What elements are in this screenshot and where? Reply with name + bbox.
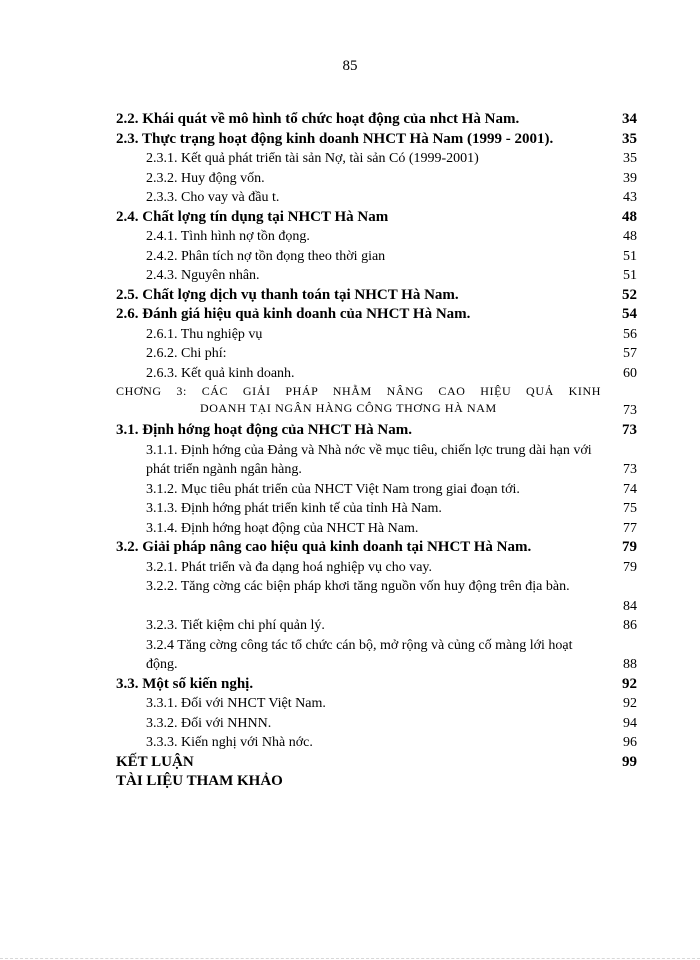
toc-entry-page: 74	[623, 481, 637, 497]
toc-entry-3-3-1[interactable]	[0, 694, 700, 714]
toc-entry-title: 3.3.3. Kiến nghị với Nhà nớc.	[146, 735, 313, 750]
toc-entry-title: 3.3.1. Đối với NHCT Việt Nam.	[146, 696, 326, 711]
toc-entry-2-4-3[interactable]	[0, 266, 700, 286]
toc-entry-title: 2.4.1. Tình hình nợ tồn đọng.	[146, 229, 310, 244]
toc-entry-page: 48	[623, 229, 637, 244]
chapter-page-number: 73	[623, 403, 637, 418]
toc-entry-page: 57	[623, 346, 637, 361]
toc-entry-page: 79	[622, 539, 637, 555]
toc-entry-title: 2.4.3. Nguyên nhân.	[146, 268, 260, 283]
toc-entry-title: 3.3.2. Đối với NHNN.	[146, 715, 272, 731]
toc-entry-2-6-3[interactable]	[0, 364, 700, 384]
toc-entry-title: 3.2.1. Phát triển và đa dạng hoá nghiệp vụ cho vay.	[146, 559, 433, 575]
toc-entry-3-2-2[interactable]	[0, 577, 700, 616]
toc-entry-title: 3.3. Một số kiến nghị.	[116, 675, 254, 692]
toc-entry-3-1-3[interactable]	[0, 499, 700, 519]
toc-entry-page: 56	[623, 326, 637, 342]
toc-entry-3-1-4[interactable]	[0, 519, 700, 539]
toc-entry-3-3-3[interactable]	[0, 733, 700, 753]
toc-entry-tai-lieu[interactable]	[0, 772, 700, 792]
toc-entry-2-4[interactable]	[0, 208, 700, 228]
toc-entry-title: 2.6. Đánh giá hiệu quả kinh doanh của NHCT Hà Nam.	[116, 306, 471, 322]
toc-entry-page: 39	[623, 170, 637, 186]
toc-section-chapter2	[0, 110, 700, 383]
toc-entry-title: 3.2. Giải pháp nâng cao hiệu quả kinh doanh tại NHCT Hà Nam.	[116, 539, 532, 555]
toc-entry-page: 35	[622, 130, 637, 147]
toc-entry-title: KẾT LUẬN	[116, 753, 194, 770]
toc-entry-2-6[interactable]	[0, 305, 700, 325]
page-bottom-divider	[0, 958, 700, 959]
toc-entry-3-1-2[interactable]	[0, 480, 700, 500]
toc-entry-ket-luan[interactable]	[0, 753, 700, 773]
toc-entry-3-2[interactable]	[0, 538, 700, 558]
toc-entry-2-4-1[interactable]	[0, 227, 700, 247]
toc-entry-title: 3.2.3. Tiết kiệm chi phí quản lý.	[146, 618, 325, 633]
toc-entry-2-2[interactable]	[0, 110, 700, 130]
toc-entry-2-6-2[interactable]	[0, 344, 700, 364]
toc-entry-title: 3.1.3. Định hớng phát triển kinh tế của tỉnh Hà Nam.	[146, 501, 442, 516]
table-of-contents	[0, 110, 700, 792]
toc-entry-3-2-1[interactable]	[0, 558, 700, 578]
toc-entry-page: 60	[623, 365, 637, 381]
toc-entry-title: 2.6.1. Thu nghiệp vụ	[146, 326, 263, 342]
toc-entry-page: 54	[622, 306, 637, 322]
toc-entry-page: 73	[623, 462, 637, 477]
toc-entry-title: 2.6.3. Kết quả kinh doanh.	[146, 365, 295, 381]
toc-entry-title: 2.3.1. Kết quả phát triển tài sản Nợ, tài sản Có (1999-2001)	[146, 151, 479, 166]
toc-entry-page: 86	[623, 618, 637, 633]
toc-entry-2-3-2[interactable]	[0, 169, 700, 189]
toc-entry-page: 34	[622, 111, 637, 127]
toc-entry-title: 3.1.4. Định hớng hoạt động của NHCT Hà Nam.	[146, 520, 419, 536]
toc-entry-page: 52	[622, 286, 637, 303]
toc-entry-3-1[interactable]	[0, 421, 700, 441]
toc-entry-page: 79	[623, 559, 637, 575]
page-number: 85	[342, 58, 358, 74]
toc-entry-title: 3.1.1. Định hớng của Đảng và Nhà nớc về mục tiêu, chiến lợc trung dài hạn với phát triển ngành ngân hàng.	[146, 442, 592, 477]
toc-entry-page: 35	[623, 151, 637, 166]
toc-entry-page: 96	[623, 735, 637, 750]
toc-chapter-3-heading[interactable]	[0, 383, 700, 421]
toc-entry-3-2-4[interactable]	[0, 636, 700, 675]
toc-entry-title: 3.1.2. Mục tiêu phát triển của NHCT Việt Nam trong giai đoạn tới.	[146, 481, 520, 497]
toc-entry-page: 48	[622, 208, 637, 225]
toc-entry-page: 43	[623, 190, 637, 205]
chapter-title-line1: CHƠNG 3: CÁC GIẢI PHÁP NHẰM NÂNG CAO HIỆU QUẢ KINH	[116, 384, 601, 398]
toc-entry-page: 51	[623, 268, 637, 283]
toc-entry-title: 3.2.2. Tăng cờng các biện pháp khơi tăng nguồn vốn huy động trên địa bàn.	[146, 579, 570, 594]
chapter-title-line2: DOANH TẠI NGÂN HÀNG CÔNG THƠNG HÀ NAM	[200, 401, 497, 415]
toc-entry-page: 84	[623, 598, 637, 614]
toc-entry-page: 77	[623, 520, 637, 536]
toc-entry-page: 99	[622, 753, 637, 770]
toc-entry-2-3-1[interactable]	[0, 149, 700, 169]
toc-entry-title: 2.6.2. Chi phí:	[146, 346, 227, 361]
toc-entry-title: TÀI LIỆU THAM KHẢO	[116, 773, 283, 789]
toc-entry-2-6-1[interactable]	[0, 325, 700, 345]
toc-entry-title: 2.3.2. Huy động vốn.	[146, 170, 265, 186]
toc-entry-2-3-3[interactable]	[0, 188, 700, 208]
toc-entry-page: 51	[623, 248, 637, 264]
toc-entry-title: 2.2. Khái quát về mô hình tổ chức hoạt động của nhct Hà Nam.	[116, 111, 520, 127]
toc-entry-title: 3.2.4 Tăng cờng công tác tổ chức cán bộ, mở rộng và củng cố màng lới hoạt động.	[146, 637, 573, 672]
toc-entry-page: 92	[623, 696, 637, 711]
toc-entry-3-3-2[interactable]	[0, 714, 700, 734]
toc-entry-page: 88	[623, 657, 637, 672]
toc-entry-2-3[interactable]	[0, 130, 700, 150]
toc-entry-3-3[interactable]	[0, 675, 700, 695]
toc-entry-page: 92	[622, 675, 637, 692]
toc-entry-3-1-1[interactable]	[0, 441, 700, 480]
toc-entry-page: 94	[623, 715, 637, 731]
toc-entry-title: 2.4.2. Phân tích nợ tồn đọng theo thời gian	[146, 248, 386, 264]
toc-entry-title: 3.1. Định hớng hoạt động của NHCT Hà Nam.	[116, 422, 413, 438]
toc-entry-2-5[interactable]	[0, 286, 700, 306]
toc-entry-title: 2.3. Thực trạng hoạt động kinh doanh NHCT Hà Nam (1999 - 2001).	[116, 130, 554, 147]
toc-section-chapter3	[0, 421, 700, 792]
toc-entry-page: 75	[623, 501, 637, 516]
toc-entry-title: 2.3.3. Cho vay và đầu t.	[146, 190, 280, 205]
toc-entry-title: 2.4. Chất lợng tín dụng tại NHCT Hà Nam	[116, 208, 389, 225]
toc-entry-page: 73	[622, 422, 637, 438]
toc-entry-2-4-2[interactable]	[0, 247, 700, 267]
toc-entry-3-2-3[interactable]	[0, 616, 700, 636]
toc-entry-title: 2.5. Chất lợng dịch vụ thanh toán tại NHCT Hà Nam.	[116, 286, 459, 303]
